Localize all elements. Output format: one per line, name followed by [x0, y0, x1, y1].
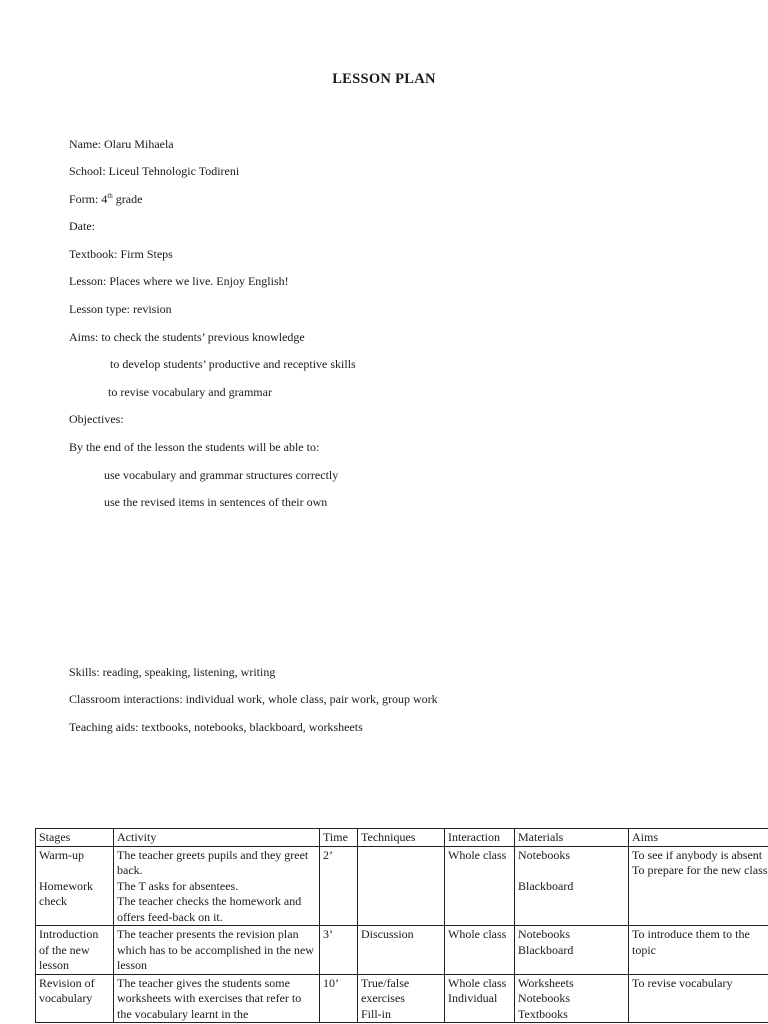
cell-stage: Introduction of the new lesson [36, 926, 114, 975]
stage-homework-check: Homework check [39, 878, 93, 908]
activity-text: The teacher greets pupils and they greet back. [117, 847, 309, 877]
skills: Skills: reading, speaking, listening, writing [69, 665, 276, 679]
cell-materials [515, 974, 629, 1023]
page-title: LESSON PLAN [332, 71, 436, 87]
col-header-aims: Aims [629, 829, 768, 847]
cell-activity: The teacher gives the students some worksheets with exercises that refer to the vocabulary learnt in the [114, 974, 320, 1023]
cell-time: 2’ [320, 846, 358, 926]
objective-2: use the revised items in sentences of their own [104, 495, 328, 509]
cell-aims [629, 846, 768, 926]
form-grade [69, 192, 142, 206]
aim-item: To see if anybody is absent [632, 847, 763, 862]
objectives-label: Objectives: [69, 412, 124, 426]
stage-warm-up: Warm-up [39, 847, 85, 862]
form-suffix: grade [112, 192, 143, 206]
activity-text: The T asks for absentees. [117, 878, 239, 893]
cell-techniques [358, 974, 445, 1023]
cell-techniques: Discussion [358, 926, 445, 975]
aims-line-1: Aims: to check the students’ previous knowledge [69, 330, 305, 344]
col-header-activity: Activity [114, 829, 320, 847]
table-row [36, 974, 768, 1023]
col-header-stages: Stages [36, 829, 114, 847]
teacher-name: Name: Olaru Mihaela [69, 137, 174, 151]
material-item: Textbooks [518, 1006, 568, 1021]
form-superscript: th [107, 192, 113, 200]
classroom-interactions: Classroom interactions: individual work, whole class, pair work, group work [69, 692, 438, 706]
technique-item: True/false exercises [361, 975, 410, 1005]
objectives-intro: By the end of the lesson the students will be able to: [69, 440, 320, 454]
cell-techniques [358, 846, 445, 926]
teaching-aids: Teaching aids: textbooks, notebooks, blackboard, worksheets [69, 720, 363, 734]
interaction-item: Individual [448, 991, 498, 1005]
material-item: Notebooks [518, 991, 570, 1005]
material-item: Worksheets [518, 975, 574, 990]
aims-line-2: to develop students’ productive and receptive skills [110, 357, 356, 371]
table-row [36, 846, 768, 926]
date: Date: [69, 219, 95, 233]
col-header-techniques: Techniques [358, 829, 445, 847]
technique-item: Fill-in [361, 1006, 392, 1021]
material-item: Blackboard [518, 942, 574, 957]
cell-materials [515, 926, 629, 975]
cell-aims: To introduce them to the topic [629, 926, 768, 975]
cell-stage [36, 846, 114, 926]
cell-interaction: Whole class [445, 846, 515, 926]
material-item: Notebooks [518, 847, 570, 862]
textbook: Textbook: Firm Steps [69, 247, 173, 261]
aims-line-3: to revise vocabulary and grammar [108, 385, 272, 399]
lesson: Lesson: Places where we live. Enjoy English! [69, 274, 289, 288]
material-item: Notebooks [518, 927, 570, 941]
cell-interaction [445, 974, 515, 1023]
cell-materials [515, 846, 629, 926]
table-header-row [36, 829, 768, 847]
cell-time: 10’ [320, 974, 358, 1023]
col-header-time: Time [320, 829, 358, 847]
cell-aims: To revise vocabulary [629, 974, 768, 1023]
school: School: Liceul Tehnologic Todireni [69, 164, 240, 178]
cell-time: 3’ [320, 926, 358, 975]
lesson-plan-table [35, 828, 768, 1023]
cell-interaction: Whole class [445, 926, 515, 975]
cell-stage: Revision of vocabulary [36, 974, 114, 1023]
col-header-materials: Materials [515, 829, 629, 847]
activity-text: The teacher checks the homework and offers feed-back on it. [117, 894, 302, 924]
lesson-type: Lesson type: revision [69, 302, 172, 316]
cell-activity [114, 846, 320, 926]
aim-item: To prepare for the new class [632, 863, 768, 877]
table-row [36, 926, 768, 975]
col-header-interaction: Interaction [445, 829, 515, 847]
form-prefix: Form: 4 [69, 192, 108, 206]
cell-activity: The teacher presents the revision plan which has to be accomplished in the new lesson [114, 926, 320, 975]
material-item: Blackboard [518, 878, 574, 893]
interaction-item: Whole class [448, 975, 507, 990]
objective-1: use vocabulary and grammar structures correctly [104, 468, 339, 482]
